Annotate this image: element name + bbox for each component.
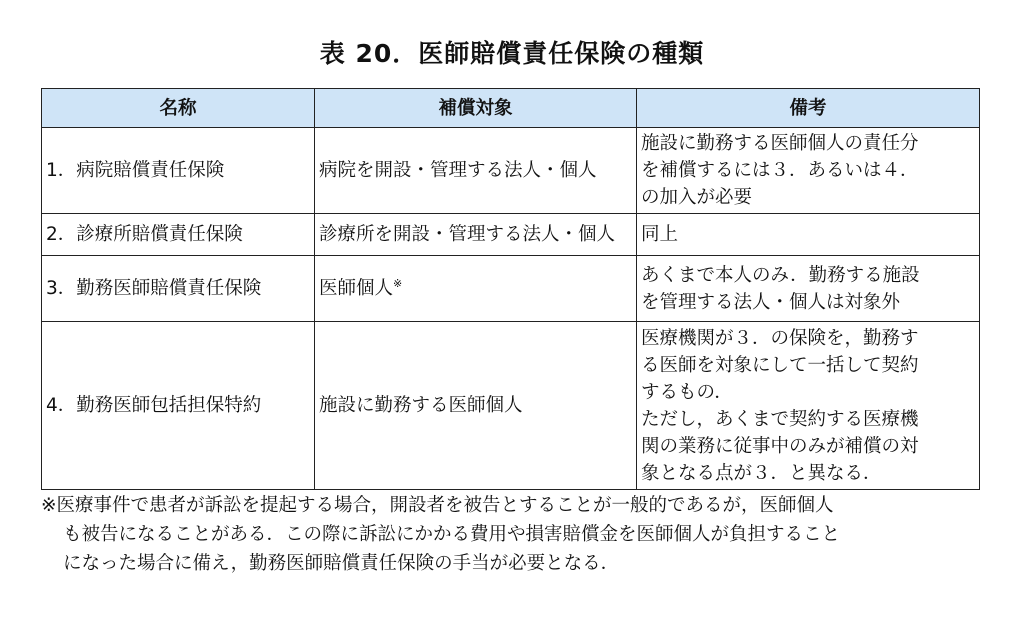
note-line: 同上: [641, 224, 679, 245]
row-note: [637, 214, 980, 256]
note-line: る医師を対象にして一括して契約: [641, 354, 919, 376]
table-title: 表 20．医師賠償責任保険の種類: [319, 39, 705, 68]
note-line: ただし，あくまで契約する医療機: [641, 408, 919, 430]
header-note: 備考: [637, 89, 980, 128]
note-line: 象となる点が３．と異なる．: [641, 462, 882, 484]
row-name: 2．診療所賠償責任保険: [42, 214, 315, 256]
table-row: [42, 214, 980, 256]
row-target-text: 医師個人: [319, 278, 394, 299]
note-line: 医療機関が３．の保険を，勤務す: [641, 327, 919, 349]
table-row: [42, 256, 980, 322]
note-line: 関の業務に従事中のみが補償の対: [641, 435, 919, 457]
row-target-text: 病院を開設・管理する法人・個人: [319, 160, 597, 181]
row-note: [637, 128, 980, 214]
row-target-text: 診療所を開設・管理する法人・個人: [319, 224, 616, 245]
table-row: [42, 128, 980, 214]
note-line: を補償するには３．あるいは４．: [641, 160, 919, 181]
header-name: 名称: [42, 89, 315, 128]
footnote-line: ※医療事件で患者が訴訟を提起する場合，開設者を被告とすることが一般的であるが，医師個人: [41, 495, 834, 516]
footnote-mark: ※: [393, 276, 403, 290]
table-header-row: [42, 89, 980, 128]
header-target: 補償対象: [315, 89, 637, 128]
table-row: [42, 322, 980, 490]
footnote-line: になった場合に備え，勤務医師賠償責任保険の手当が必要となる．: [63, 553, 620, 574]
row-name: 4．勤務医師包括担保特約: [42, 322, 315, 490]
row-target: [315, 322, 637, 490]
row-note: [637, 322, 980, 490]
row-target: [315, 256, 637, 322]
footnote-line: も被告になることがある．この際に訴訟にかかる費用や損害賠償金を医師個人が負担すること: [63, 524, 841, 545]
row-name: 3．勤務医師賠償責任保険: [42, 256, 315, 322]
insurance-types-table: [41, 88, 980, 490]
note-line: するもの．: [641, 381, 733, 403]
footnote: [41, 491, 986, 578]
note-line: 施設に勤務する医師個人の責任分: [641, 133, 919, 154]
note-line: を管理する法人・個人は対象外: [641, 291, 901, 313]
row-target: [315, 128, 637, 214]
row-target-text: 施設に勤務する医師個人: [319, 395, 523, 416]
row-target: [315, 214, 637, 256]
row-note: [637, 256, 980, 322]
note-line: の加入が必要: [641, 187, 753, 208]
row-name: 1．病院賠償責任保険: [42, 128, 315, 214]
note-line: あくまで本人のみ．勤務する施設: [641, 264, 920, 286]
